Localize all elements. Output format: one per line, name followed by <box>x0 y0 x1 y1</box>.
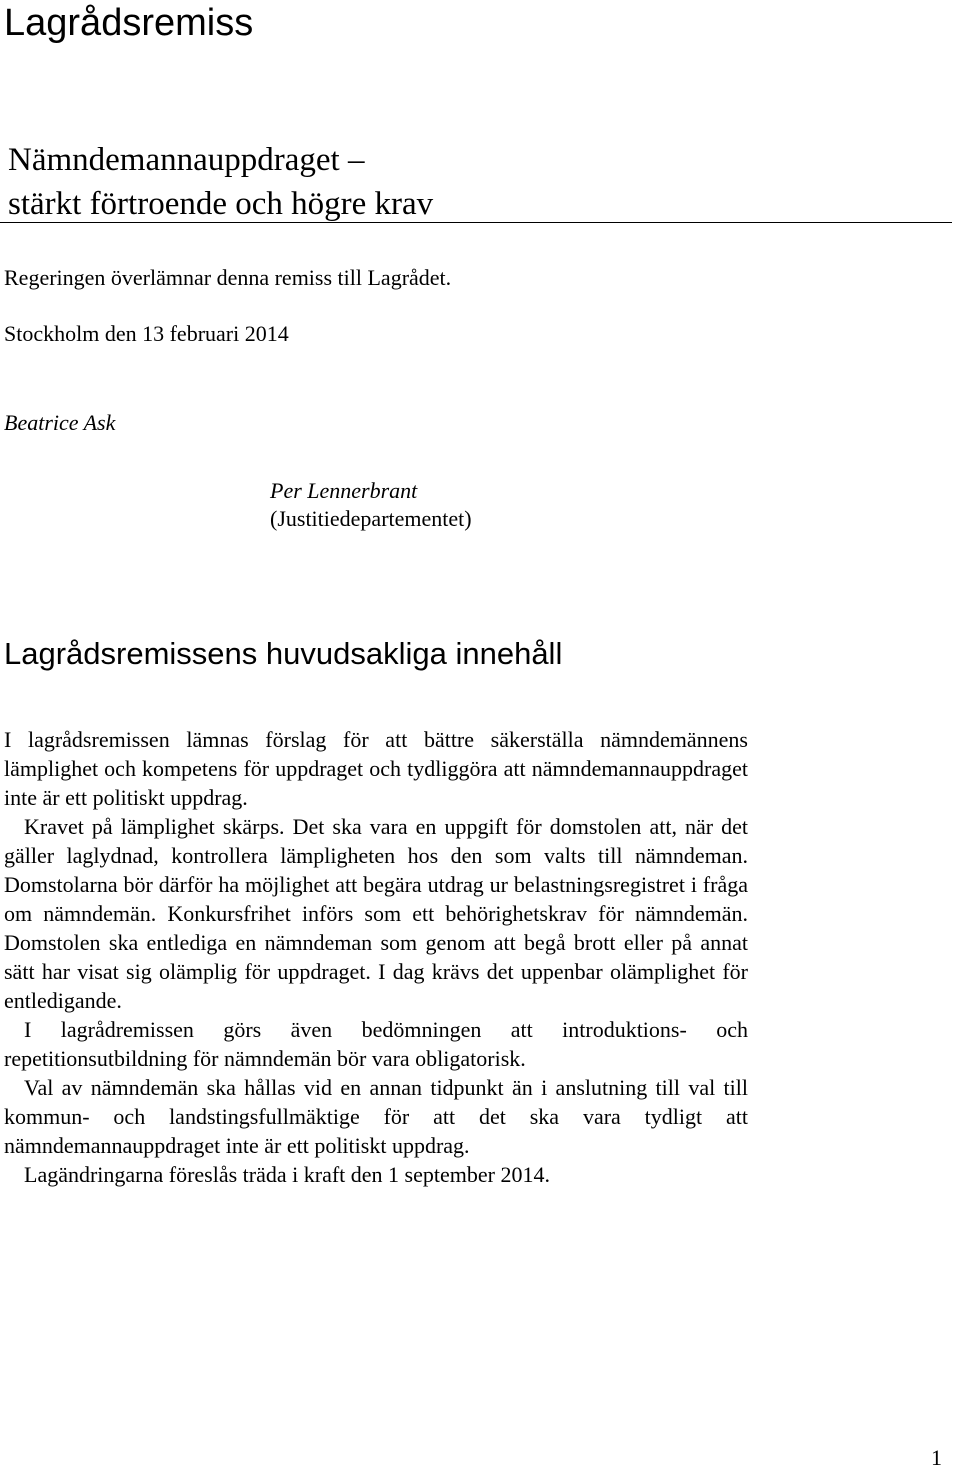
document-subtitle <box>8 138 433 226</box>
subtitle-line-1: Nämndemannauppdraget – <box>8 142 365 178</box>
section-heading: Lagrådsremissens huvudsakliga innehåll <box>4 636 563 671</box>
page-number: 1 <box>931 1445 942 1470</box>
subtitle-line-2: stärkt förtroende och högre krav <box>8 186 434 222</box>
document-title: Lagrådsremiss <box>4 2 254 44</box>
summary-body <box>4 725 748 1189</box>
official-name: Per Lennerbrant <box>270 478 418 503</box>
handover-statement: Regeringen överlämnar denna remiss till Lagrådet. <box>4 265 452 290</box>
department-name: (Justitiedepartementet) <box>270 506 472 531</box>
summary-paragraph: Kravet på lämplighet skärps. Det ska vara en uppgift för domstolen att, när det gäller laglydnad, kontrollera lämpligheten hos den som valts till nämndeman. Domstolarna bör därför ha möjlighet att begära utdrag ur belastningsregistret i fråga om nämndemän. Konkursfrihet införs som ett behörighetskrav för nämndemän. Domstolen ska entlediga en nämndeman som genom att begå brott eller på annat sätt har visat sig olämplig för uppdraget. I dag krävs det uppenbar olämplighet för entledigande. <box>4 814 748 1013</box>
place-and-date: Stockholm den 13 februari 2014 <box>4 321 289 346</box>
subtitle-divider <box>0 222 952 223</box>
summary-paragraph: I lagrådremissen görs även bedömningen att introduktions- och repetitionsutbildning för nämndemän bör vara obligatorisk. <box>4 1017 748 1071</box>
official-block <box>270 477 472 533</box>
minister-name: Beatrice Ask <box>4 410 116 435</box>
summary-paragraph: Val av nämndemän ska hållas vid en annan tidpunkt än i anslutning till val till kommun- och landstingsfullmäktige för att det ska vara tydligt att nämndemannauppdraget inte är ett politiskt uppdrag. <box>4 1075 748 1158</box>
summary-paragraph: I lagrådsremissen lämnas förslag för att bättre säkerställa nämndemännens lämplighet och kompetens för uppdraget och tydliggöra att nämndemannauppdraget inte är ett politiskt uppdrag. <box>4 727 748 810</box>
summary-paragraph: Lagändringarna föreslås träda i kraft den 1 september 2014. <box>24 1162 550 1187</box>
